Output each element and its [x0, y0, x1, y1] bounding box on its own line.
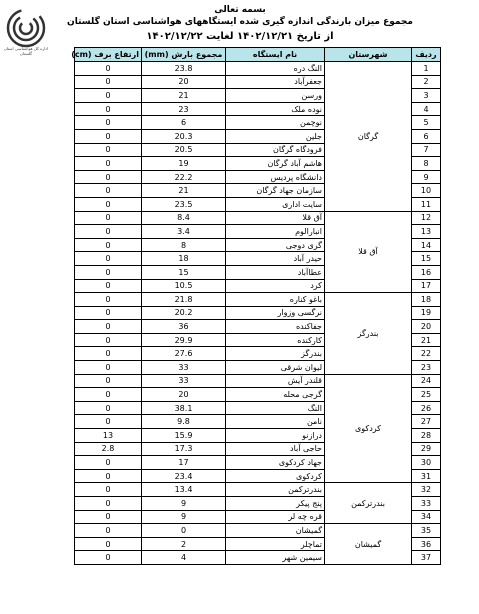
- snow-depth-value: 0: [75, 184, 142, 198]
- row-number: 8: [412, 157, 441, 171]
- rainfall-value: 15: [142, 265, 226, 279]
- row-number: 34: [412, 510, 441, 524]
- rainfall-value: 23.8: [142, 62, 226, 76]
- header-snow: ارتفاع برف (cm): [75, 48, 142, 62]
- row-number: 7: [412, 143, 441, 157]
- station-name: گرجی محله: [226, 388, 325, 402]
- row-number: 31: [412, 469, 441, 483]
- table-row: [75, 211, 441, 225]
- snow-depth-value: 0: [75, 306, 142, 320]
- station-name: فرودگاه گرگان: [226, 143, 325, 157]
- row-number: 23: [412, 361, 441, 375]
- row-number: 11: [412, 197, 441, 211]
- city-cell: گمیشان: [325, 524, 412, 565]
- snow-depth-value: 0: [75, 333, 142, 347]
- header-city: شهرستان: [325, 48, 412, 62]
- rainfall-value: 20.2: [142, 306, 226, 320]
- rainfall-value: 33: [142, 374, 226, 388]
- city-cell: بندرگز: [325, 293, 412, 375]
- rainfall-value: 6: [142, 116, 226, 130]
- snow-depth-value: 0: [75, 469, 142, 483]
- rainfall-value: 29.9: [142, 333, 226, 347]
- snow-depth-value: 0: [75, 75, 142, 89]
- rainfall-value: 15.9: [142, 429, 226, 443]
- rainfall-value: 23: [142, 102, 226, 116]
- station-name: نرگسی وزوار: [226, 306, 325, 320]
- header-station: نام ایستگاه: [226, 48, 325, 62]
- station-name: ورسن: [226, 89, 325, 103]
- rainfall-value: 10.5: [142, 279, 226, 293]
- station-name: بندرترکمن: [226, 483, 325, 497]
- row-number: 20: [412, 320, 441, 334]
- table-header-row: [75, 48, 441, 62]
- station-name: قره چه لر: [226, 510, 325, 524]
- station-name: حاجی آباد: [226, 442, 325, 456]
- row-number: 17: [412, 279, 441, 293]
- snow-depth-value: 0: [75, 211, 142, 225]
- row-number: 33: [412, 497, 441, 511]
- rainfall-value: 17.3: [142, 442, 226, 456]
- row-number: 28: [412, 429, 441, 443]
- logo-caption: اداره کل هواشناسی استان گلستان: [3, 46, 49, 56]
- snow-depth-value: 0: [75, 170, 142, 184]
- row-number: 27: [412, 415, 441, 429]
- row-number: 36: [412, 537, 441, 551]
- snow-depth-value: 0: [75, 252, 142, 266]
- station-name: کردکوی: [226, 469, 325, 483]
- rainfall-value: 20.5: [142, 143, 226, 157]
- station-name: بندرگز: [226, 347, 325, 361]
- rainfall-value: 36: [142, 320, 226, 334]
- rainfall-value: 2: [142, 537, 226, 551]
- row-number: 19: [412, 306, 441, 320]
- rainfall-value: 23.5: [142, 197, 226, 211]
- station-name: نوچمن: [226, 116, 325, 130]
- row-number: 37: [412, 551, 441, 565]
- rainfall-value: 20.3: [142, 129, 226, 143]
- snow-depth-value: 0: [75, 89, 142, 103]
- row-number: 9: [412, 170, 441, 184]
- station-name: عطاآباد: [226, 265, 325, 279]
- rainfall-value: 13.4: [142, 483, 226, 497]
- station-name: باغو کناره: [226, 293, 325, 307]
- snow-depth-value: 0: [75, 238, 142, 252]
- row-number: 25: [412, 388, 441, 402]
- station-name: آق قلا: [226, 211, 325, 225]
- table-row: [75, 293, 441, 307]
- snow-depth-value: 0: [75, 401, 142, 415]
- row-number: 18: [412, 293, 441, 307]
- rainfall-value: 22.2: [142, 170, 226, 184]
- snow-depth-value: 0: [75, 129, 142, 143]
- rainfall-value: 9.8: [142, 415, 226, 429]
- rainfall-value: 8: [142, 238, 226, 252]
- rainfall-value: 18: [142, 252, 226, 266]
- snow-depth-value: 0: [75, 320, 142, 334]
- rainfall-value: 38.1: [142, 401, 226, 415]
- station-name: جعفرآباد: [226, 75, 325, 89]
- row-number: 24: [412, 374, 441, 388]
- snow-depth-value: 0: [75, 265, 142, 279]
- rainfall-value: 9: [142, 510, 226, 524]
- rainfall-value: 19: [142, 157, 226, 171]
- row-number: 5: [412, 116, 441, 130]
- document-title: بسمه تعالی: [214, 5, 266, 15]
- snow-depth-value: 0: [75, 225, 142, 239]
- header-rain: مجموع بارش (mm): [142, 48, 226, 62]
- rainfall-value: 33: [142, 361, 226, 375]
- station-name: سایت اداری: [226, 197, 325, 211]
- station-name: قلندر آیش: [226, 374, 325, 388]
- date-range: از تاریخ ۱۴۰۲/۱۲/۲۱ لغایت ۱۴۰۲/۱۲/۲۲: [146, 31, 334, 42]
- station-name: جفاکنده: [226, 320, 325, 334]
- row-number: 35: [412, 524, 441, 538]
- station-name: پنج پیکر: [226, 497, 325, 511]
- row-number: 15: [412, 252, 441, 266]
- station-name: کارکنده: [226, 333, 325, 347]
- rainfall-value: 17: [142, 456, 226, 470]
- snow-depth-value: 0: [75, 456, 142, 470]
- row-number: 30: [412, 456, 441, 470]
- station-name: سیمین شهر: [226, 551, 325, 565]
- table-row: [75, 374, 441, 388]
- rainfall-value: 23.4: [142, 469, 226, 483]
- row-number: 32: [412, 483, 441, 497]
- meteorology-spiral-icon: [6, 8, 46, 48]
- row-number: 6: [412, 129, 441, 143]
- station-name: هاشم آباد گرگان: [226, 157, 325, 171]
- snow-depth-value: 0: [75, 374, 142, 388]
- city-cell: آق قلا: [325, 211, 412, 293]
- table-row: [75, 62, 441, 76]
- station-name: کرد: [226, 279, 325, 293]
- snow-depth-value: 0: [75, 497, 142, 511]
- snow-depth-value: 2.8: [75, 442, 142, 456]
- station-name: جلین: [226, 129, 325, 143]
- snow-depth-value: 0: [75, 510, 142, 524]
- station-name: سازمان جهاد گرگان: [226, 184, 325, 198]
- rainfall-value: 3.4: [142, 225, 226, 239]
- rainfall-value: 21.8: [142, 293, 226, 307]
- row-number: 16: [412, 265, 441, 279]
- rainfall-value: 21: [142, 89, 226, 103]
- row-number: 10: [412, 184, 441, 198]
- station-name: لیوان شرقی: [226, 361, 325, 375]
- rainfall-value: 21: [142, 184, 226, 198]
- rainfall-value: 0: [142, 524, 226, 538]
- header-row-no: ردیف: [412, 48, 441, 62]
- table-row: [75, 524, 441, 538]
- city-cell: کردکوی: [325, 374, 412, 483]
- station-name: جهاد کردکوی: [226, 456, 325, 470]
- row-number: 29: [412, 442, 441, 456]
- station-name: درازنو: [226, 429, 325, 443]
- row-number: 14: [412, 238, 441, 252]
- snow-depth-value: 0: [75, 347, 142, 361]
- station-name: نوده ملک: [226, 102, 325, 116]
- snow-depth-value: 0: [75, 157, 142, 171]
- station-name: نامن: [226, 415, 325, 429]
- rainfall-value: 4: [142, 551, 226, 565]
- row-number: 2: [412, 75, 441, 89]
- rainfall-value: 9: [142, 497, 226, 511]
- snow-depth-value: 0: [75, 197, 142, 211]
- document-header: [60, 4, 420, 44]
- snow-depth-value: 0: [75, 361, 142, 375]
- station-name: انبارالوم: [226, 225, 325, 239]
- rainfall-value: 27.6: [142, 347, 226, 361]
- rainfall-value: 20: [142, 388, 226, 402]
- city-cell: بندرترکمن: [325, 483, 412, 524]
- snow-depth-value: 0: [75, 415, 142, 429]
- station-name: النگ: [226, 401, 325, 415]
- row-number: 21: [412, 333, 441, 347]
- rainfall-value: 20: [142, 75, 226, 89]
- snow-depth-value: 0: [75, 143, 142, 157]
- snow-depth-value: 0: [75, 279, 142, 293]
- station-name: گری دوجی: [226, 238, 325, 252]
- station-name: تماچلر: [226, 537, 325, 551]
- station-name: النگ دره: [226, 62, 325, 76]
- snow-depth-value: 0: [75, 537, 142, 551]
- table-row: [75, 483, 441, 497]
- row-number: 26: [412, 401, 441, 415]
- rainfall-value: 8.4: [142, 211, 226, 225]
- row-number: 13: [412, 225, 441, 239]
- rainfall-table: [71, 47, 441, 565]
- snow-depth-value: 0: [75, 524, 142, 538]
- snow-depth-value: 0: [75, 483, 142, 497]
- snow-depth-value: 0: [75, 116, 142, 130]
- document-subtitle: مجموع میزان بارندگی اندازه گیری شده ایستگاههای هواشناسی استان گلستان: [67, 17, 413, 27]
- row-number: 4: [412, 102, 441, 116]
- row-number: 22: [412, 347, 441, 361]
- station-name: دانشگاه پردیس: [226, 170, 325, 184]
- row-number: 3: [412, 89, 441, 103]
- snow-depth-value: 0: [75, 388, 142, 402]
- snow-depth-value: 0: [75, 293, 142, 307]
- station-name: گمیشان: [226, 524, 325, 538]
- snow-depth-value: 0: [75, 551, 142, 565]
- station-name: حیدر آباد: [226, 252, 325, 266]
- snow-depth-value: 0: [75, 102, 142, 116]
- city-cell: گرگان: [325, 62, 412, 212]
- snow-depth-value: 13: [75, 429, 142, 443]
- row-number: 1: [412, 62, 441, 76]
- table-body: [75, 62, 441, 565]
- row-number: 12: [412, 211, 441, 225]
- snow-depth-value: 0: [75, 62, 142, 76]
